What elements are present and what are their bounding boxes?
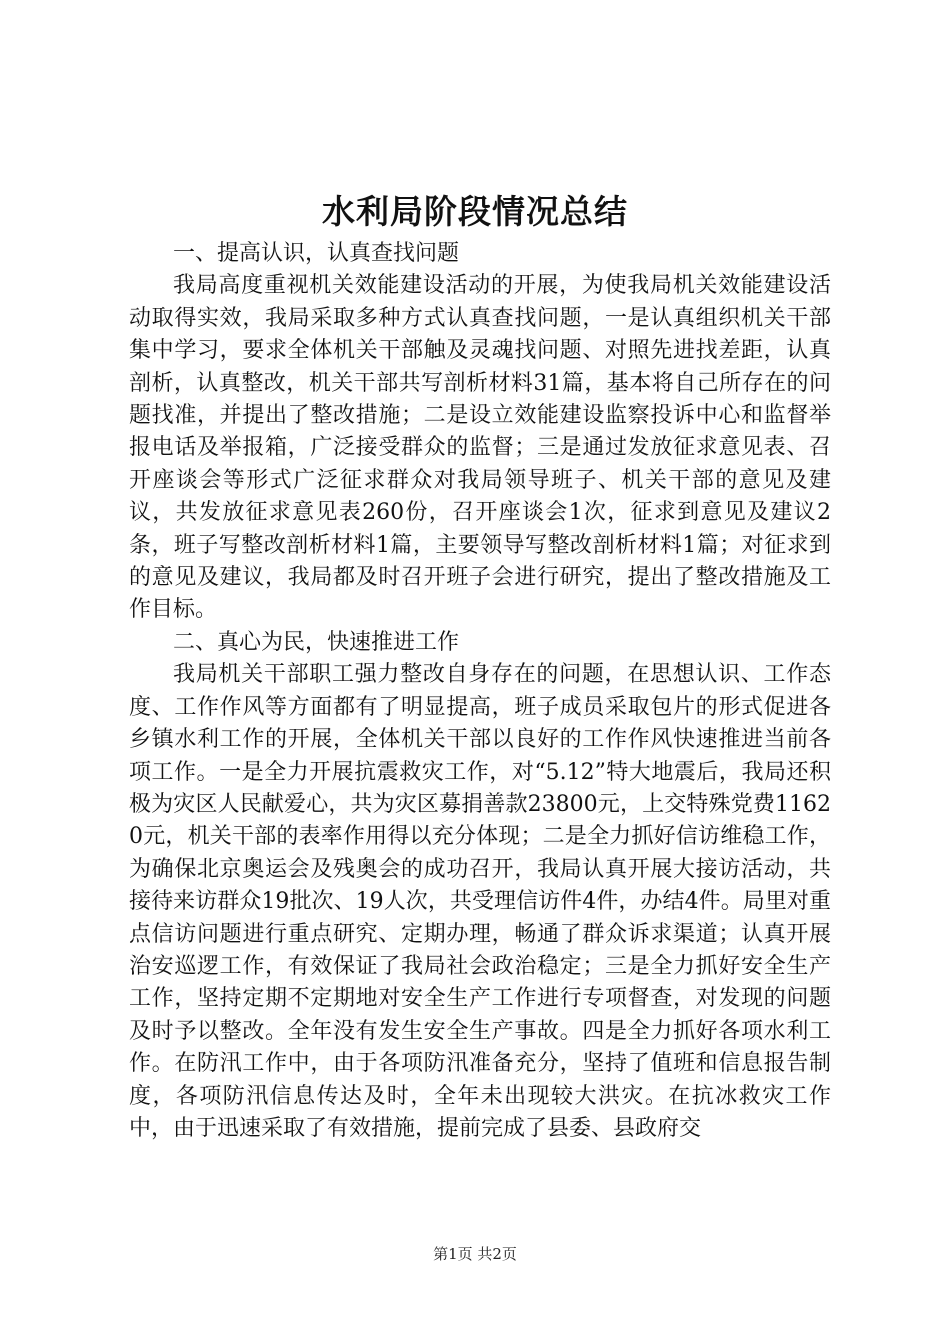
paragraph-1: 我局高度重视机关效能建设活动的开展，为使我局机关效能建设活动取得实效，我局采取多种方式认真查找问题，一是认真组织机关干部集中学习，要求全体机关干部触及灵魂找问题、对照先进找差距，认真剖析，认真整改，机关干部共写剖析材料31篇，基本将自己所存在的问题找准，并提出了整改措施；二是设立效能建设监察投诉中心和监督举报电话及举报箱，广泛接受群众的监督；三是通过发放征求意见表、召开座谈会等形式广泛征求群众对我局领导班子、机关干部的意见及建议，共发放征求意见表260份，召开座谈会1次，征求到意见及建议2条，班子写整改剖析材料1篇，主要领导写整改剖析材料1篇；对征求到的意见及建议，我局都及时召开班子会进行研究，提出了整改措施及工作目标。	[129, 273, 831, 623]
section-heading-2: 二、真心为民，快速推进工作	[173, 629, 460, 655]
page-number-footer: 第1页 共2页	[433, 1245, 517, 1263]
paragraph-2: 我局机关干部职工强力整改自身存在的问题，在思想认识、工作态度、工作作风等方面都有了明显提高，班子成员采取包片的形式促进各乡镇水利工作的开展，全体机关干部以良好的工作作风快速推进当前各项工作。一是全力开展抗震救灾工作，对“5.12”特大地震后，我局还积极为灾区人民献爱心，共为灾区募捐善款23800元，上交特殊党费11620元，机关干部的表率作用得以充分体现；二是全力抓好信访维稳工作，为确保北京奥运会及残奥会的成功召开，我局认真开展大接访活动，共接待来访群众19批次、19人次，共受理信访件4件，办结4件。局里对重点信访问题进行重点研究、定期办理，畅通了群众诉求渠道；认真开展治安巡逻工作，有效保证了我局社会政治稳定；三是全力抓好安全生产工作，坚持定期不定期地对安全生产工作进行专项督查，对发现的问题及时予以整改。全年没有发生安全生产事故。四是全力抓好各项水利工作。在防汛工作中，由于各项防汛准备充分，坚持了值班和信息报告制度，各项防汛信息传达及时，全年未出现较大洪灾。在抗冰救灾工作中，由于迅速采取了有效措施，提前完成了县委、县政府交	[129, 662, 831, 1141]
document-body	[129, 238, 831, 1145]
document-title: 水利局阶段情况总结	[322, 192, 628, 231]
section-heading-1: 一、提高认识，认真查找问题	[173, 241, 460, 266]
